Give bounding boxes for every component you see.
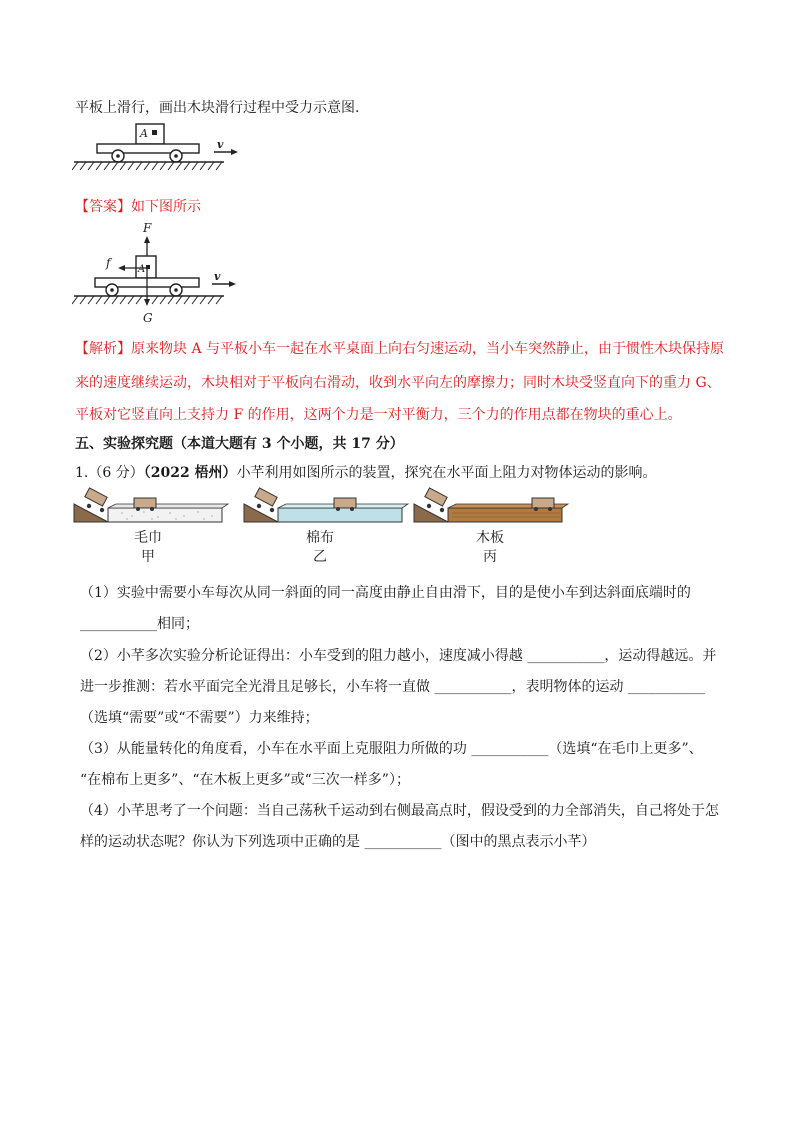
answer-line [75,197,201,217]
cart-figure [72,120,242,176]
analysis-tag: 【解析】 [75,341,131,357]
surface-towel-label: 甲 [141,549,155,565]
velocity-label-2: v [214,270,221,283]
question-intro: 平板上滑行，画出木块滑行过程中受力示意图. [75,100,360,116]
block-label-2: A [138,264,146,275]
surface-cotton-name: 棉布 [306,530,334,546]
force-g-label: G [143,311,153,325]
velocity-label: v [217,138,224,151]
force-diagram [72,220,242,328]
ramp-wood [414,488,568,522]
analysis-line-3: 平板对它竖直向上支持力 F 的作用，这两个力是一对平衡力，三个力的作用点都在物块的重心上。 [75,407,682,423]
sub-question-1-line-1: （1）实验中需要小车每次从同一斜面的同一高度由静止自由滑下，目的是使小车到达斜面底端时的 [80,585,691,601]
block-label: A [140,127,148,140]
ramp-towel [74,488,228,522]
sub-question-1-line-2: ___________相同； [80,616,199,632]
experiment-figures [72,486,572,526]
sub-question-2-line-1: （2）小芊多次实验分析论证得出：小车受到的阻力越小，速度减小得越 ___________，运动得越远。并 [80,648,717,664]
ramp-cotton [244,488,408,522]
section-title: 五、实验探究题（本道大题有 3 个小题，共 17 分） [75,436,404,452]
answer-tag: 【答案】 [75,199,131,215]
sub-question-4-line-2: 样的运动状态呢？你认为下列选项中正确的是 ___________（图中的黑点表示小芊） [80,834,596,850]
surface-cotton-label: 乙 [313,549,327,565]
surface-towel-name: 毛巾 [134,530,162,546]
analysis-line-2: 来的速度继续运动，木块相对于平板向右滑动，收到水平向左的摩擦力；同时木块受竖直向下的重力 G、 [75,375,721,391]
force-friction-label: f [106,256,111,270]
question-1-stem: 1.（6 分）（2022 梧州）小芊利用如图所示的装置，探究在水平面上阻力对物体运动的影响。 [75,465,657,481]
sub-question-4-line-1: （4）小芊思考了一个问题：当自己荡秋千运动到右侧最高点时，假设受到的力全部消失，自己将处于怎 [80,803,719,819]
surface-wood-label: 丙 [483,549,497,565]
sub-question-3-line-1: （3）从能量转化的角度看，小车在水平面上克服阻力所做的功 ___________（选填“在毛巾上更多”、 [80,741,703,757]
analysis-line-1: 【解析】原来物块 A 与平板小车一起在水平桌面上向右匀速运动，当小车突然静止，由于惯性木块保持原 [75,341,725,357]
sub-question-2-line-3: （选填“需要”或“不需要”）力来维持； [80,710,319,726]
surface-wood-name: 木板 [476,530,504,546]
sub-question-3-line-2: “在棉布上更多”、“在木板上更多”或“三次一样多”）； [80,772,410,788]
plank [97,144,199,153]
force-f-label: F [143,221,152,235]
answer-text: 如下图所示 [131,199,201,215]
sub-question-2-line-2: 进一步推测：若水平面完全光滑且足够长，小车将一直做 ___________，表明物体的运动 ___________ [80,679,705,695]
